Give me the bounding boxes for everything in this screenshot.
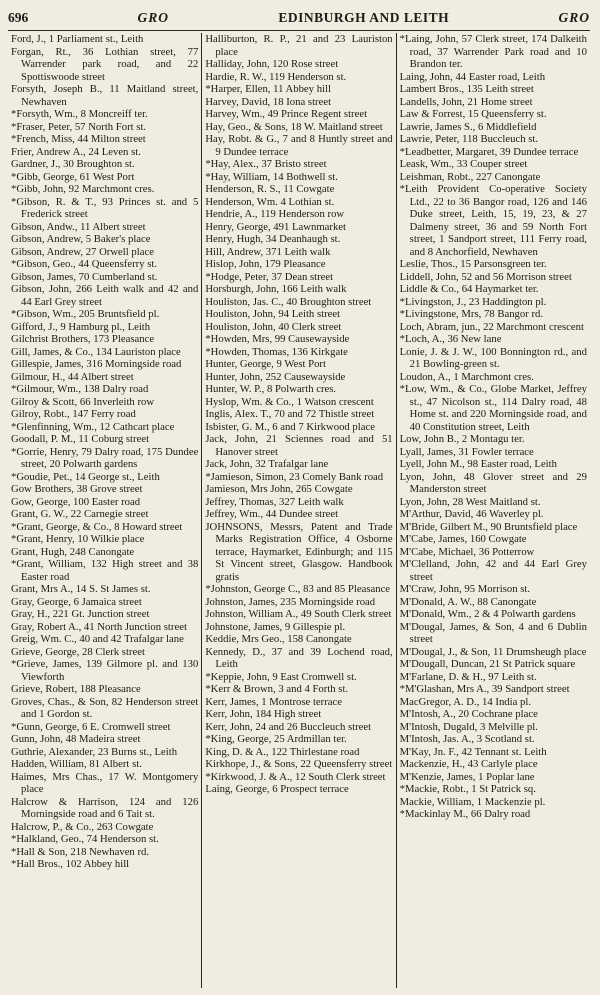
directory-entry: Johnston, William A., 49 South Clerk street xyxy=(205,608,392,620)
directory-entry: *Howden, Thomas, 136 Kirkgate xyxy=(205,345,348,358)
directory-entry: Lawrie, James S., 6 Middlefield xyxy=(399,120,537,133)
page-header xyxy=(8,6,590,30)
directory-entry: *Livingston, J., 23 Haddington pl. xyxy=(399,295,547,308)
directory-entry: M'Cabe, Michael, 36 Potterrow xyxy=(399,545,535,558)
directory-entry: *Hay, Alex., 37 Bristo street xyxy=(205,158,327,170)
header-rule xyxy=(8,30,590,31)
column-2 xyxy=(202,33,396,988)
directory-entry: *Gibson, Wm., 205 Bruntsfield pl. xyxy=(11,308,160,320)
column-1 xyxy=(8,33,202,988)
directory-entry: Goodall, P. M., 11 Coburg street xyxy=(11,433,150,445)
directory-entry: Gillespie, James, 316 Morningside road xyxy=(11,358,182,370)
directory-entry: Law & Forrest, 15 Queensferry st. xyxy=(399,108,547,120)
directory-entry: Groves, Chas., & Son, 82 Henderson street and 1 Gordon st. xyxy=(11,695,199,720)
directory-entry: Johnston, James, 235 Morningside road xyxy=(205,595,376,608)
directory-entry: *Hay, William, 14 Bothwell st. xyxy=(205,170,338,183)
directory-entry: Kirkhope, J., & Sons, 22 Queensferry street xyxy=(205,758,393,770)
directory-entry: Gibson, James, 70 Cumberland st. xyxy=(11,270,158,283)
directory-entry: *Gorrie, Henry, 79 Dalry road, 175 Dundee street, 20 Polwarth gardens xyxy=(11,445,199,470)
directory-entry: Henry, Hugh, 34 Deanhaugh st. xyxy=(205,233,341,245)
directory-entry: *Grieve, James, 139 Gilmore pl. and 130 Viewforth xyxy=(11,658,199,683)
directory-entry: Jack, John, 21 Sciennes road and 51 Hanover street xyxy=(205,433,393,458)
directory-entry: M'Donald, A. W., 88 Canongate xyxy=(399,595,537,608)
directory-entry: Gilmour, H., 44 Albert street xyxy=(11,370,134,383)
directory-entry: *Forsyth, Wm., 8 Moncreiff ter. xyxy=(11,108,148,120)
directory-entry: M'Donald, Wm., 2 & 4 Polwarth gardens xyxy=(399,608,576,620)
directory-entry: Mackie, William, 1 Mackenzie pl. xyxy=(399,795,546,808)
directory-entry: Lyall, James, 31 Fowler terrace xyxy=(399,445,534,458)
directory-entry: Henderson, Wm. 4 Lothian st. xyxy=(205,195,335,208)
directory-entry: *Kirkwood, J. & A., 12 South Clerk street xyxy=(205,770,386,783)
directory-entry: Laing, George, 6 Prospect terrace xyxy=(205,783,349,795)
directory-entry: Kerr, John, 24 and 26 Buccleuch street xyxy=(205,720,372,733)
directory-entry: Gilroy & Scott, 66 Inverleith row xyxy=(11,395,155,408)
directory-entry: Lonie, J. & J. W., 100 Bonnington rd., and 21 Bowling-green st. xyxy=(399,345,587,370)
directory-entry: Grant, Mrs A., 14 S. St James st. xyxy=(11,583,151,595)
directory-entry: JOHNSONS, Messrs, Patent and Trade Marks Registration Office, 4 Osborne terrace, Haymarket, Edinburgh; and 115 St Vincent street, Glasgow. Handbook gratis xyxy=(205,520,393,583)
directory-entry: *Gibson, Geo., 44 Queensferry st. xyxy=(11,258,158,270)
directory-entry: Houliston, John, 40 Clerk street xyxy=(205,320,342,333)
directory-entry: Laing, John, 44 Easter road, Leith xyxy=(399,70,546,83)
directory-entry: *Kerr & Brown, 3 and 4 Forth st. xyxy=(205,683,349,695)
directory-entry: Leslie, Thos., 15 Parsonsgreen ter. xyxy=(399,258,547,270)
header-keyword-right: GRO xyxy=(558,10,590,25)
directory-entry: Liddle & Co., 64 Haymarket ter. xyxy=(399,283,539,295)
directory-entry: Inglis, Alex. T., 70 and 72 Thistle street xyxy=(205,408,375,420)
directory-entry: Gray, Robert A., 41 North Junction street xyxy=(11,620,187,633)
directory-entry: M'Craw, John, 95 Morrison st. xyxy=(399,583,531,595)
directory-entry: *Loch, A., 36 New lane xyxy=(399,333,502,345)
directory-entry: M'Intosh, A., 20 Cochrane place xyxy=(399,708,538,720)
directory-entry: Gilchrist Brothers, 173 Pleasance xyxy=(11,333,155,345)
directory-entry: *Johnston, George C., 83 and 85 Pleasance xyxy=(205,583,391,595)
directory-entry: Hunter, W. P., 8 Polwarth cres. xyxy=(205,383,337,395)
directory-entry: Leask, Wm., 33 Couper street xyxy=(399,158,528,170)
directory-entry: Jack, John, 32 Trafalgar lane xyxy=(205,458,329,470)
directory-entry: Loch, Abram, jun., 22 Marchmont crescent xyxy=(399,320,584,333)
directory-entry: *Mackinlay M., 66 Dalry road xyxy=(399,808,531,820)
directory-entry: Loudon, A., 1 Marchmont cres. xyxy=(399,370,534,383)
directory-entry: Houliston, John, 94 Leith street xyxy=(205,308,341,320)
directory-entry: *Halkland, Geo., 74 Henderson st. xyxy=(11,833,159,845)
directory-entry: Kennedy, D., 37 and 39 Lochend road, Leith xyxy=(205,645,393,670)
directory-entry: M'Kay, Jn. F., 42 Tennant st. Leith xyxy=(399,745,547,758)
directory-entry: Forsyth, Joseph B., 11 Maitland street, Newhaven xyxy=(11,83,199,108)
directory-entry: Greig, Wm. C., 40 and 42 Trafalgar lane xyxy=(11,633,184,645)
directory-entry: Gow, George, 100 Easter road xyxy=(11,495,141,508)
directory-entry: Frier, Andrew A., 24 Leven st. xyxy=(11,145,141,158)
directory-entry: *Hall Bros., 102 Abbey hill xyxy=(11,858,130,870)
directory-entry: *Gibson, R. & T., 93 Princes st. and 5 Frederick street xyxy=(11,195,199,220)
directory-entry: *Harper, Ellen, 11 Abbey hill xyxy=(205,83,331,95)
directory-entry: Jeffrey, Thomas, 327 Leith walk xyxy=(205,495,344,508)
directory-entry: *Gunn, George, 6 E. Cromwell street xyxy=(11,720,171,733)
directory-entry: Kerr, James, 1 Montrose terrace xyxy=(205,695,343,708)
directory-entry: Jeffrey, Wm., 44 Dundee street xyxy=(205,508,339,520)
directory-entry: M'Farlane, D. & H., 97 Leith st. xyxy=(399,670,537,683)
page-number: 696 xyxy=(8,10,29,25)
directory-entry: *Laing, John, 57 Clerk street, 174 Dalkeith road, 37 Warrender Park road and 10 Brandon ter. xyxy=(399,33,587,70)
directory-entry: *Leith Provident Co-operative Society Ltd., 22 to 36 Bangor road, 126 and 146 Duke street, Leith, 15, 19, 23, & 27 Dalmeny street, 36 and 59 North Fort street, 1 Sandport street, 111 Ferry road, and 8 Anchorfield, Newhaven xyxy=(399,183,587,258)
directory-columns xyxy=(8,33,590,988)
directory-entry: Johnstone, James, 9 Gillespie pl. xyxy=(205,620,346,633)
directory-entry: Hendrie, A., 119 Henderson row xyxy=(205,208,345,220)
directory-entry: Haimes, Mrs Chas., 17 W. Montgomery place xyxy=(11,770,199,795)
directory-entry: Lyell, John M., 98 Easter road, Leith xyxy=(399,458,557,470)
directory-entry: M'Intosh, Dugald, 3 Melville pl. xyxy=(399,720,538,733)
directory-entry: *Mackie, Robt., 1 St Patrick sq. xyxy=(399,783,536,795)
directory-entry: M'Dougal, J., & Son, 11 Drumsheugh place xyxy=(399,645,587,658)
directory-entry: Halcrow, P., & Co., 263 Cowgate xyxy=(11,820,154,833)
directory-entry: *Livingstone, Mrs, 78 Bangor rd. xyxy=(399,308,544,320)
directory-entry: Hunter, John, 252 Causewayside xyxy=(205,370,346,383)
directory-entry: Grieve, Robert, 188 Pleasance xyxy=(11,683,141,695)
directory-entry: Gibson, Andrew, 27 Orwell place xyxy=(11,245,154,258)
directory-entry: Houliston, Jas. C., 40 Broughton street xyxy=(205,295,372,308)
directory-entry: *Jamieson, Simon, 23 Comely Bank road xyxy=(205,470,384,483)
directory-entry: Gibson, Andrew, 5 Baker's place xyxy=(11,233,151,245)
directory-entry: M'Bride, Gilbert M., 90 Bruntsfield place xyxy=(399,520,578,533)
directory-entry: *Keppie, John, 9 East Cromwell st. xyxy=(205,670,357,683)
directory-entry: *Leadbetter, Margaret, 39 Dundee terrace xyxy=(399,145,579,158)
directory-entry: *Grant, George, & Co., 8 Howard street xyxy=(11,520,183,533)
directory-entry: Gray, George, 6 Jamaica street xyxy=(11,595,142,608)
directory-entry: *Grant, Henry, 10 Wilkie place xyxy=(11,533,145,545)
directory-entry: Hay, Geo., & Sons, 18 W. Maitland street xyxy=(205,120,383,133)
directory-entry: Gibson, John, 266 Leith walk and 42 and 44 Earl Grey street xyxy=(11,283,199,308)
directory-entry: Halliday, John, 120 Rose street xyxy=(205,58,339,70)
directory-entry: Kerr, John, 184 High street xyxy=(205,708,322,720)
directory-entry: *Low, Wm., & Co., Globe Market, Jeffrey st., 47 Nicolson st., 114 Dalry road, 48 Home st. and 220 Morningside road, and 40 Constitution street, Leith xyxy=(399,383,587,433)
directory-entry: Harvey, Wm., 49 Prince Regent street xyxy=(205,108,368,120)
directory-entry: *Glenfinning, Wm., 12 Cathcart place xyxy=(11,420,175,433)
directory-entry: Grant, G. W., 22 Carnegie street xyxy=(11,508,149,520)
directory-entry: Liddell, John, 52 and 56 Morrison street xyxy=(399,270,572,283)
directory-entry: Mackenzie, H., 43 Carlyle place xyxy=(399,758,538,770)
directory-entry: Landells, John, 21 Home street xyxy=(399,95,533,108)
directory-entry: Guthrie, Alexander, 23 Burns st., Leith xyxy=(11,745,178,758)
directory-entry: M'Kenzie, James, 1 Poplar lane xyxy=(399,770,535,783)
directory-entry: Lambert Bros., 135 Leith street xyxy=(399,83,534,95)
directory-entry: Isbister, G. M., 6 and 7 Kirkwood place xyxy=(205,420,375,433)
directory-entry: Forgan, Rt., 36 Lothian street, 77 Warrender park road, and 22 Spottiswoode street xyxy=(11,45,199,83)
directory-entry: *Grant, William, 132 High street and 38 Easter road xyxy=(11,558,199,583)
directory-entry: Hay, Robt. & G., 7 and 8 Huntly street and 9 Dundee terrace xyxy=(205,133,393,158)
directory-entry: M'Dougall, Duncan, 21 St Patrick square xyxy=(399,658,576,670)
directory-entry: *Hall & Son, 218 Newhaven rd. xyxy=(11,845,150,858)
directory-entry: Jamieson, Mrs John, 265 Cowgate xyxy=(205,483,353,495)
directory-entry: Gow Brothers, 38 Grove street xyxy=(11,483,143,495)
directory-entry: MacGregor, A. D., 14 India pl. xyxy=(399,695,532,708)
directory-entry: *Gilmour, Wm., 138 Dalry road xyxy=(11,383,149,395)
directory-entry: Gunn, John, 48 Madeira street xyxy=(11,733,141,745)
directory-entry: M'Intosh, Jas. A., 3 Scotland st. xyxy=(399,733,535,745)
directory-entry: *M'Glashan, Mrs A., 39 Sandport street xyxy=(399,683,570,695)
directory-entry: Lawrie, Peter, 118 Buccleuch st. xyxy=(399,133,539,145)
directory-entry: Hill, Andrew, 371 Leith walk xyxy=(205,245,331,258)
directory-entry: *French, Miss, 44 Milton street xyxy=(11,133,146,145)
directory-entry: Hislop, John, 179 Pleasance xyxy=(205,258,326,270)
directory-entry: Keddie, Mrs Geo., 158 Canongate xyxy=(205,633,352,645)
directory-entry: *Gibb, George, 61 West Port xyxy=(11,170,135,183)
directory-entry: M'Arthur, David, 46 Waverley pl. xyxy=(399,508,544,520)
directory-entry: M'Clelland, John, 42 and 44 Earl Grey street xyxy=(399,558,587,583)
directory-entry: Henderson, R. S., 11 Cowgate xyxy=(205,183,335,195)
directory-entry: Harvey, David, 18 Iona street xyxy=(205,95,332,108)
directory-entry: *Howden, Mrs, 99 Causewayside xyxy=(205,333,350,345)
directory-entry: Gardner, J., 30 Broughton st. xyxy=(11,158,135,170)
directory-entry: Hunter, George, 9 West Port xyxy=(205,358,326,370)
directory-entry: Grant, Hugh, 248 Canongate xyxy=(11,545,135,558)
directory-entry: Henry, George, 491 Lawnmarket xyxy=(205,220,346,233)
directory-entry: *Hodge, Peter, 37 Dean street xyxy=(205,270,334,283)
directory-entry: Leishman, Robt., 227 Canongate xyxy=(399,170,541,183)
directory-entry: King, D. & A., 122 Thirlestane road xyxy=(205,745,360,758)
directory-entry: Gibson, Andw., 11 Albert street xyxy=(11,220,146,233)
directory-entry: Halliburton, R. P., 21 and 23 Lauriston place xyxy=(205,33,393,58)
page-title: EDINBURGH AND LEITH xyxy=(278,10,450,25)
directory-entry: Hyslop, Wm. & Co., 1 Watson crescent xyxy=(205,395,374,408)
directory-entry: *Gibb, John, 92 Marchmont cres. xyxy=(11,183,155,195)
directory-entry: *King, George, 25 Ardmillan ter. xyxy=(205,733,347,745)
directory-entry: Gifford, J., 9 Hamburg pl., Leith xyxy=(11,320,151,333)
directory-entry: Low, John B., 2 Montagu ter. xyxy=(399,433,525,445)
directory-entry: Gill, James, & Co., 134 Lauriston place xyxy=(11,345,181,358)
directory-entry: Hadden, William, 81 Albert st. xyxy=(11,758,142,770)
directory-entry: Gilroy, Robt., 147 Ferry road xyxy=(11,408,136,420)
directory-entry: *Fraser, Peter, 57 North Fort st. xyxy=(11,120,147,133)
directory-entry: M'Cabe, James, 160 Cowgate xyxy=(399,533,527,545)
directory-entry: *Goudie, Pet., 14 George st., Leith xyxy=(11,470,160,483)
directory-entry: Gray, H., 221 Gt. Junction street xyxy=(11,608,150,620)
column-3 xyxy=(397,33,590,988)
directory-entry: Lyon, John, 48 Glover street and 29 Manderston street xyxy=(399,470,587,495)
directory-entry: Grieve, George, 28 Clerk street xyxy=(11,645,145,658)
directory-entry: Halcrow & Harrison, 124 and 126 Morningside road and 6 Tait st. xyxy=(11,795,199,820)
directory-entry: M'Dougal, James, & Son, 4 and 6 Dublin street xyxy=(399,620,587,645)
header-keyword-left: GRO xyxy=(137,10,170,25)
directory-entry: Ford, J., 1 Parliament st., Leith xyxy=(11,33,144,45)
directory-entry: Hardie, R. W., 119 Henderson st. xyxy=(205,70,347,83)
directory-entry: Lyon, John, 28 West Maitland st. xyxy=(399,495,541,508)
directory-entry: Horsburgh, John, 166 Leith walk xyxy=(205,283,347,295)
